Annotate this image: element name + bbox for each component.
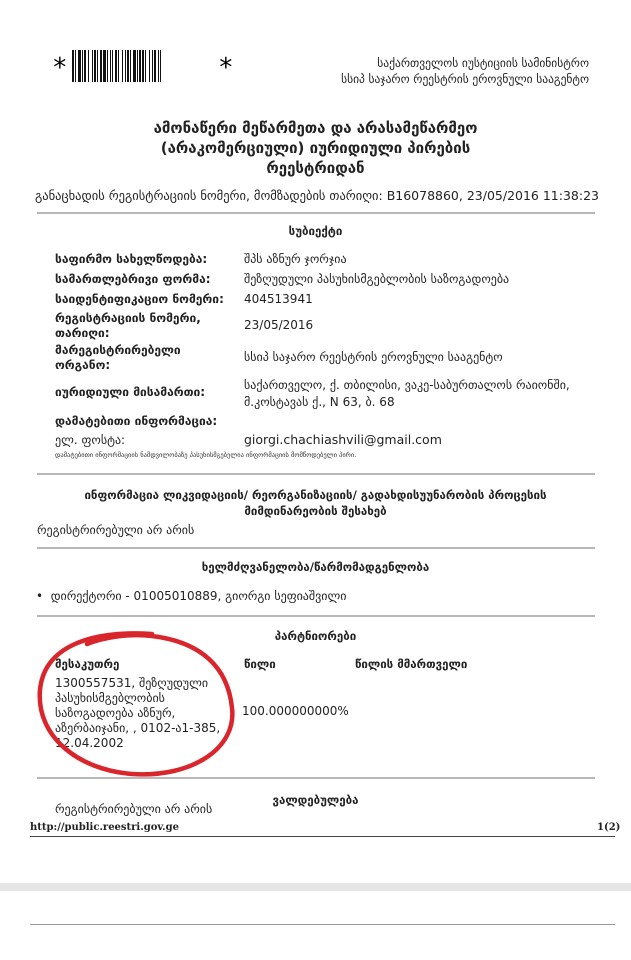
title-line-1: ამონაწერი მეწარმეთა და არასამეწარმეო (153, 119, 478, 137)
company-name-label: საფირმო სახელწოდება: (55, 252, 208, 266)
director-list-item (36, 589, 346, 603)
document-title (0, 118, 631, 178)
owner-column-header: მესაკუთრე (55, 657, 120, 671)
email-value[interactable]: giorgi.chachiashvili@gmail.com (244, 432, 442, 447)
footer-page-number: 1(2) (597, 822, 621, 833)
divider (37, 547, 595, 549)
additional-info-label: დამატებითი ინფორმაცია: (55, 414, 218, 428)
barcode (52, 48, 232, 86)
partner-share-value: 100.000000000% (242, 704, 349, 718)
title-line-3: რეესტრიდან (266, 159, 365, 177)
barcode-star-left: * (52, 53, 68, 83)
next-page-divider (30, 924, 615, 925)
registering-body-value: სსიპ საჯარო რეესტრის ეროვნული სააგენტო (244, 350, 503, 364)
page-gap (0, 883, 631, 891)
company-name-value: შპს აზნურ ჯორჯია (244, 252, 347, 266)
subject-heading: სუბიექტი (288, 224, 343, 238)
legal-form-label: სამართლებრივი ფორმა: (55, 272, 211, 286)
legal-address-value: საქართველო, ქ. თბილისი, ვაკე-საბურთალოს რაიონში, მ.კოსტავას ქ., N 63, ბ. 68 (244, 378, 570, 409)
liquidation-heading (0, 487, 631, 519)
partners-heading: პარტნიორები (274, 629, 357, 643)
handdrawn-circle-annotation (32, 628, 252, 778)
barcode-star-right: * (218, 53, 234, 83)
divider (37, 212, 595, 214)
obligations-status: რეგისტრირებული არ არის (55, 802, 213, 816)
director-text: დირექტორი - 01005010889, გიორგი სეფიაშვილი (50, 589, 347, 603)
application-number-line: განაცხადის რეგისტრაციის ნომერი, მომზადების თარიღი: B16078860, 23/05/2016 11:38:23 (35, 188, 599, 203)
footer-divider (30, 836, 615, 837)
share-manager-column-header: წილის მმართველი (355, 657, 468, 671)
id-number-label: საიდენტიფიკაციო ნომერი: (55, 292, 224, 306)
ministry-line-2: სსიპ საჯარო რეესტრის ეროვნული სააგენტო (341, 72, 589, 86)
divider (37, 473, 595, 475)
share-column-header: წილი (244, 657, 276, 671)
divider (37, 777, 595, 779)
footer-url[interactable]: http://public.reestri.gov.ge (30, 822, 180, 833)
disclaimer-text: დამატებითი ინფორმაციის ნამდვილობაზე პასუხისმგებელია ინფორმაციის მომწოდებელი პირი. (55, 451, 357, 459)
bullet-icon: • (36, 589, 51, 603)
obligations-heading: ვალდებულება (272, 793, 359, 807)
email-label: ელ. ფოსტა: (55, 433, 126, 447)
divider (37, 615, 595, 617)
liquidation-status: რეგისტრირებული არ არის (37, 523, 195, 537)
management-heading: ხელმძღვანელობა/წარმომადგენლობა (201, 560, 430, 574)
id-number-value: 404513941 (244, 292, 313, 306)
title-line-2: (არაკომერციული) იურიდიული პირების (160, 139, 471, 157)
liquidation-heading-line-2: მიმდინარეობის შესახებ (244, 504, 387, 518)
liquidation-heading-line-1: ინფორმაცია ლიკვიდაციის/ რეორგანიზაციის/ გადახდისუუნარობის პროცესის (84, 488, 547, 502)
ministry-line-1: საქართველოს იუსტიციის სამინისტრო (377, 56, 589, 70)
registration-date-label: რეგისტრაციის ნომერი, თარიღი: (55, 311, 201, 340)
legal-address-label: იურიდიული მისამართი: (55, 385, 206, 399)
registration-date-value: 23/05/2016 (244, 318, 314, 332)
partner-owner-value: 1300557531, შეზღუდული პასუხისმგებლობის საზოგადოება აზნურ, აზერბაიჯანი, , 0102-ა1-385, 12.04.2002 (55, 676, 221, 750)
registering-body-label: მარეგისტრირებელი ორგანო: (55, 343, 181, 372)
ministry-header (341, 55, 589, 87)
legal-form-value: შეზღუდული პასუხისმგებლობის საზოგადოება (244, 272, 510, 286)
